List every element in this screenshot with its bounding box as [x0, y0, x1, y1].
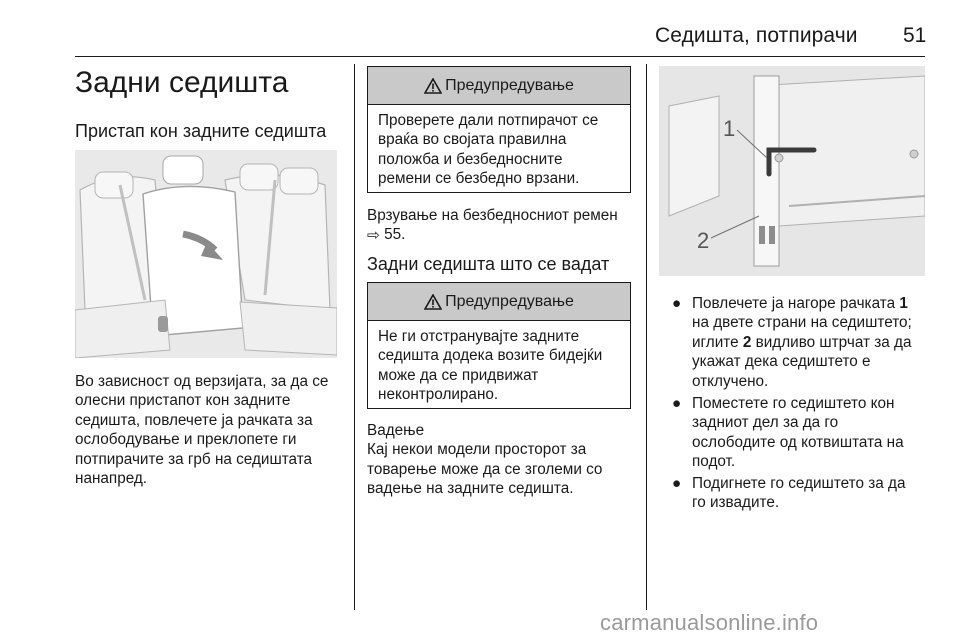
text-line: седишта, повлечете ја рачката за: [75, 411, 313, 429]
bullet-item-1: [670, 294, 932, 391]
callout-2: 2: [697, 228, 710, 253]
warning-title: Предупредување: [445, 76, 574, 94]
text-line: ослободување и преклопете ги: [75, 431, 297, 449]
seat-fold-drawing: [75, 150, 337, 358]
text-line: го извадите.: [692, 494, 780, 512]
bullet-icon: ●: [672, 475, 682, 492]
page-number: 51: [903, 24, 927, 47]
warning-header: [368, 67, 630, 105]
text-line: ремени се безбедно врзани.: [378, 170, 580, 188]
text-line: неконтролирано.: [378, 386, 499, 404]
bold-ref: 2: [742, 333, 752, 351]
subsection-heading-removable: Задни седишта што се вадат: [367, 254, 610, 274]
text-fragment: Повлечете ја нагоре рачката: [692, 295, 896, 312]
text-line: враќа во својата правилна: [378, 131, 567, 149]
text-line: Врзување на безбедносниот ремен: [367, 207, 618, 224]
removal-title: Вадење: [367, 422, 425, 439]
text-line: вадење на задните седишта.: [367, 480, 574, 498]
removal-section: [367, 421, 642, 499]
text-line: ослободите од котвиштата на: [692, 433, 904, 451]
text-fragment: видливо штрчат за да: [755, 333, 912, 351]
text-line: задниот дел за да го: [692, 414, 839, 432]
reference-page: 55.: [384, 226, 406, 244]
watermark: carmanualsonline.info: [600, 610, 819, 635]
text-line: олесни пристапот кон задните: [75, 392, 291, 410]
bullet-icon: ●: [672, 395, 682, 412]
text-line: [692, 333, 932, 352]
text-line: подот.: [692, 453, 736, 471]
access-paragraph: [75, 372, 350, 488]
text-line: на двете страни на седиштето;: [692, 314, 912, 332]
seat-lever-illustration: [659, 66, 925, 276]
bullet-item-3: [670, 474, 932, 513]
text-line: седишта додека возите бидејќи: [378, 347, 603, 365]
text-line: Во зависност од верзијата, за да се: [75, 373, 329, 390]
bullet-icon: ●: [672, 295, 682, 312]
text-line: Проверете дали потпирачот се: [378, 112, 599, 129]
text-line: отклучено.: [692, 372, 769, 390]
seat-lever-drawing: [659, 66, 925, 276]
warning-text: [368, 105, 630, 197]
warning-header: [368, 283, 630, 321]
callout-1: 1: [723, 116, 736, 141]
text-line: Поместете го седиштето кон: [692, 395, 895, 412]
page-reference: [367, 225, 642, 244]
warning-triangle-icon: [424, 78, 442, 94]
header-rule: [75, 56, 925, 57]
text-line: нанапред.: [75, 470, 148, 488]
warning-box-1: [367, 66, 631, 193]
text-fragment: иглите: [692, 333, 739, 351]
text-line: положба и безбедносните: [378, 150, 563, 168]
warning-text: [368, 321, 630, 413]
running-header-title: Седишта, потпирачи: [655, 24, 858, 47]
text-line: потпирачите за грб на седиштата: [75, 450, 313, 468]
text-line: [692, 294, 932, 313]
text-line: укажат дека седиштето е: [692, 353, 871, 371]
rear-seats-illustration: [75, 150, 337, 358]
warning-triangle-icon: [424, 294, 442, 310]
text-line: товарење може да се зголеми со: [367, 460, 603, 478]
section-heading: Задни седишта: [75, 66, 289, 99]
subsection-heading: Пристап кон задните седишта: [75, 121, 327, 141]
text-line: Кај некои модели просторот за: [367, 441, 587, 459]
warning-box-2: [367, 282, 631, 409]
text-line: Не ги отстранувајте задните: [378, 328, 580, 345]
reference-arrow-icon: ⇨: [367, 227, 380, 245]
column-divider-2: [646, 64, 647, 610]
text-line: може да се придвижат: [378, 366, 539, 384]
belt-reference: [367, 206, 642, 245]
warning-title: Предупредување: [445, 292, 574, 310]
column-divider-1: [354, 64, 355, 610]
text-line: Подигнете го седиштето за да: [692, 475, 906, 492]
bold-ref: 1: [899, 295, 908, 312]
bullet-item-2: [670, 394, 932, 472]
